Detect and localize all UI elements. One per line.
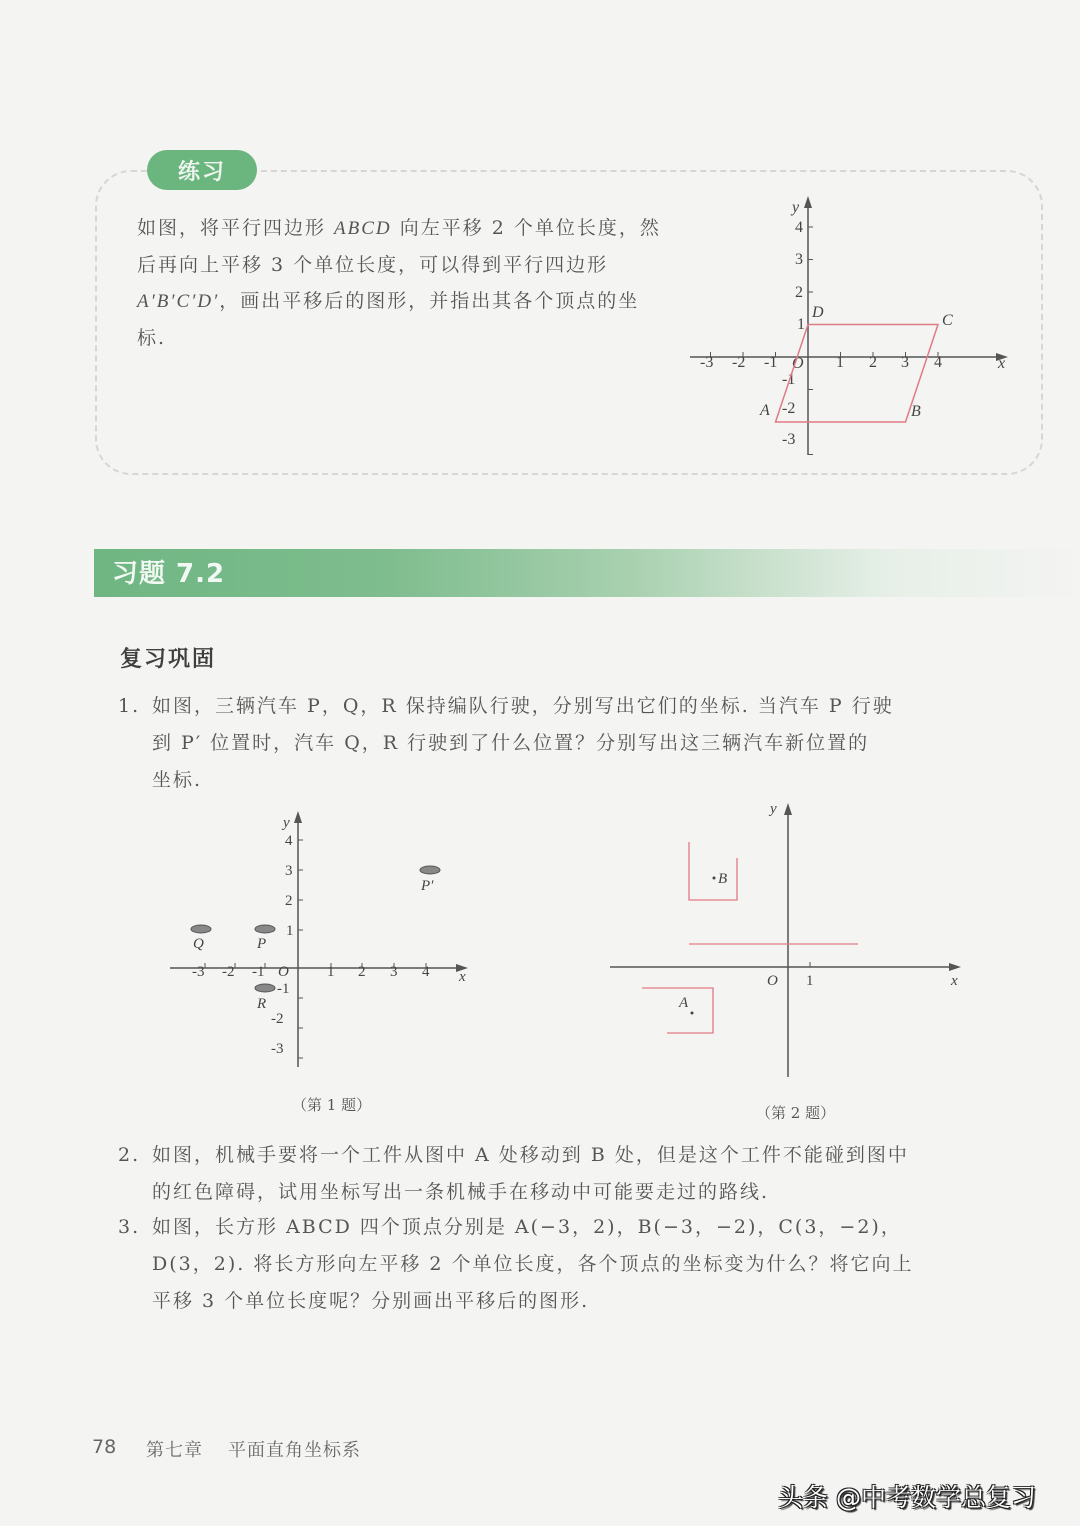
problem-3: 3. 如图，长方形 ABCD 四个顶点分别是 A(−3，2)，B(−3，−2)，C(3，−2)， D(3，2). 将长方形向左平移 2 个单位长度，各个顶点的坐标变为什么？将它向上 平移 3 个单位长度呢？分别画出平移后的图形. xyxy=(118,1216,914,1312)
svg-text:2: 2 xyxy=(358,964,366,980)
svg-text:P: P xyxy=(257,936,267,952)
chapter-label: 第七章 xyxy=(146,1440,203,1461)
page-number: 78 xyxy=(92,1436,117,1458)
svg-text:2: 2 xyxy=(869,354,877,371)
section-subheading: 复习巩固 xyxy=(120,647,217,672)
svg-text:1: 1 xyxy=(836,354,844,371)
svg-text:4: 4 xyxy=(285,833,293,849)
svg-text:3: 3 xyxy=(285,863,293,879)
svg-text:-3: -3 xyxy=(700,354,714,371)
figure-2-caption: （第 2 题） xyxy=(756,1104,836,1122)
svg-text:-1: -1 xyxy=(782,371,796,388)
car-q-icon xyxy=(191,925,211,933)
svg-text:-2: -2 xyxy=(222,964,235,980)
practice-badge: 练习 xyxy=(147,150,257,190)
svg-text:x: x xyxy=(998,355,1006,372)
svg-text:-1: -1 xyxy=(277,981,290,997)
practice-text: 如图，将平行四边形 ABCD 向左平移 2 个单位长度，然后再向上平移 3 个单位长度，可以得到平行四边形 A′B′C′D′，画出平移后的图形，并指出其各个顶点的坐标. xyxy=(137,217,661,349)
svg-text:O: O xyxy=(278,964,289,980)
svg-text:y: y xyxy=(770,801,777,817)
svg-text:y: y xyxy=(792,199,800,216)
svg-text:C: C xyxy=(942,312,953,329)
svg-text:R: R xyxy=(257,996,267,1012)
svg-text:A: A xyxy=(679,995,689,1011)
svg-text:-3: -3 xyxy=(192,964,205,980)
car-p-prime-icon xyxy=(420,866,440,874)
parallelogram-figure xyxy=(680,190,1020,460)
svg-text:1: 1 xyxy=(806,973,814,989)
svg-text:1: 1 xyxy=(797,316,805,333)
car-r-icon xyxy=(255,984,275,992)
svg-text:3: 3 xyxy=(901,354,909,371)
svg-text:-1: -1 xyxy=(764,354,778,371)
svg-text:P′: P′ xyxy=(421,878,434,894)
figure-1-caption: （第 1 题） xyxy=(292,1096,372,1114)
svg-text:4: 4 xyxy=(795,219,803,236)
svg-text:4: 4 xyxy=(422,964,430,980)
svg-text:1: 1 xyxy=(286,923,294,939)
problem-2: 2. 如图，机械手要将一个工件从图中 A 处移动到 B 处，但是这个工件不能碰到图中 的红色障碍，试用坐标写出一条机械手在移动中可能要走过的路线. xyxy=(118,1144,909,1203)
robot-arm-figure xyxy=(605,795,975,1085)
svg-text:2: 2 xyxy=(795,284,803,301)
car-p-icon xyxy=(255,925,275,933)
svg-text:3: 3 xyxy=(795,251,803,268)
cars-figure xyxy=(165,805,475,1075)
watermark: 头条 @中考数学总复习 xyxy=(778,1483,1036,1512)
svg-text:D: D xyxy=(812,304,824,321)
svg-text:3: 3 xyxy=(390,964,398,980)
svg-text:x: x xyxy=(459,969,466,985)
svg-text:A: A xyxy=(760,402,770,419)
svg-text:O: O xyxy=(792,355,804,372)
svg-text:-3: -3 xyxy=(271,1041,284,1057)
svg-text:Q: Q xyxy=(193,936,204,952)
exercise-banner xyxy=(94,549,1080,597)
svg-text:4: 4 xyxy=(934,354,942,371)
problem-1: 1. 如图，三辆汽车 P，Q，R 保持编队行驶，分别写出它们的坐标. 当汽车 P 行驶 到 P′ 位置时，汽车 Q，R 行驶到了什么位置？分别写出这三辆汽车新位置的 坐标. xyxy=(118,695,894,791)
svg-text:B: B xyxy=(718,871,728,887)
section-label: 平面直角坐标系 xyxy=(228,1440,361,1461)
svg-text:-1: -1 xyxy=(252,964,265,980)
svg-text:2: 2 xyxy=(285,893,293,909)
svg-text:B: B xyxy=(911,403,921,420)
svg-text:-2: -2 xyxy=(732,354,746,371)
svg-text:x: x xyxy=(951,973,958,989)
svg-text:-3: -3 xyxy=(782,431,796,448)
exercise-title: 习题 7.2 xyxy=(112,559,226,589)
svg-text:O: O xyxy=(767,973,778,989)
svg-text:1: 1 xyxy=(327,964,335,980)
svg-text:-2: -2 xyxy=(271,1011,284,1027)
svg-text:-2: -2 xyxy=(782,400,796,417)
svg-text:y: y xyxy=(283,815,290,831)
